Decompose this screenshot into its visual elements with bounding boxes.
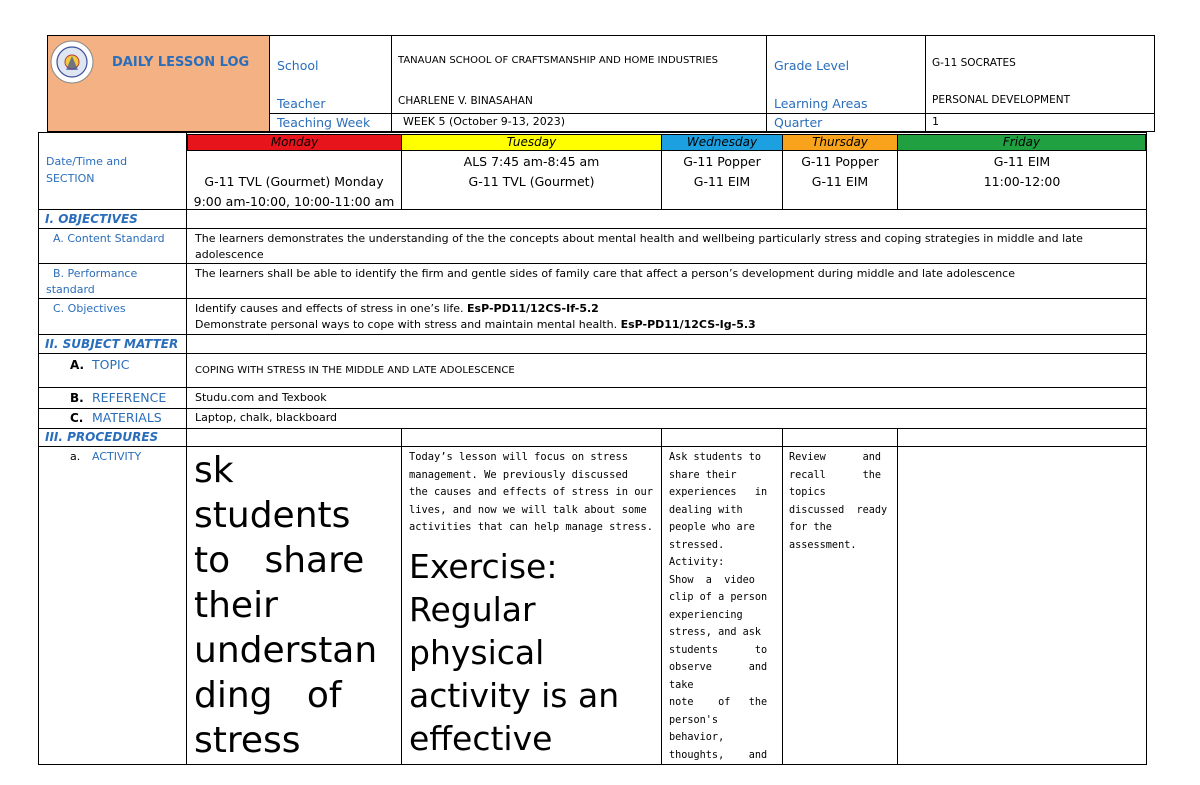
column-divider <box>661 428 662 764</box>
day-label: Tuesday <box>506 135 557 149</box>
thursday-section <box>783 152 897 192</box>
materials-label: MATERIALS <box>92 410 162 425</box>
wednesday-activity-line: thoughts, and <box>669 749 768 761</box>
monday-activity-line: ding of <box>194 675 342 716</box>
teacher-value: CHARLENE V. BINASAHAN <box>398 95 533 107</box>
wednesday-activity-line: take <box>669 679 694 691</box>
row-divider <box>39 263 1146 264</box>
tuesday-time-line: ALS 7:45 am-8:45 am <box>463 154 600 169</box>
section-label: SECTION <box>46 172 95 185</box>
tuesday-activity-line: management. We previously discussed <box>409 468 628 481</box>
topic-letter: A. <box>70 358 85 372</box>
wednesday-activity-line: observe and <box>669 662 768 673</box>
row-divider <box>39 408 1146 409</box>
wednesday-section-line: G-11 EIM <box>693 174 751 189</box>
monday-activity-line: their <box>194 585 278 626</box>
objective-text: Demonstrate personal ways to cope with stress and maintain mental health. <box>195 318 621 331</box>
row-divider <box>39 428 1146 429</box>
wednesday-activity-line: share their <box>669 469 737 481</box>
wednesday-activity-line: people who are <box>669 522 755 533</box>
row-divider <box>39 228 1146 229</box>
grade-level-value: G-11 SOCRATES <box>932 57 1016 69</box>
wednesday-activity-line: Show a video <box>669 574 755 586</box>
teaching-week-label: Teaching Week <box>277 115 371 130</box>
performance-standard-label: B. Performance <box>53 267 138 280</box>
subject-matter-heading: II. SUBJECT MATTER <box>45 337 179 351</box>
wednesday-activity-line: Activity: <box>669 557 725 568</box>
day-label: Friday <box>1002 135 1041 149</box>
thursday-activity-line: topics <box>789 487 826 498</box>
materials-value: Laptop, chalk, blackboard <box>195 411 338 424</box>
tuesday-activity-line: Today’s lesson will focus on stress <box>409 451 628 463</box>
datetime-label: Date/Time and <box>46 155 128 168</box>
tuesday-section-line: G-11 TVL (Gourmet) <box>468 174 595 189</box>
school-value: TANAUAN SCHOOL OF CRAFTSMANSHIP AND HOME INDUSTRIES <box>398 55 719 66</box>
wednesday-section <box>662 152 782 192</box>
header-divider <box>391 36 392 131</box>
column-divider <box>897 428 898 764</box>
header-divider <box>766 36 767 131</box>
tuesday-activity-big-line: Exercise: <box>409 546 558 586</box>
reference-label: REFERENCE <box>92 390 167 405</box>
teacher-label: Teacher <box>277 96 326 111</box>
monday-time-line: 9:00 am-10:00, 10:00-11:00 am <box>193 194 395 209</box>
content-standard-text-cont: adolescence <box>195 248 264 261</box>
performance-standard-label-cont: standard <box>46 283 95 296</box>
monday-section-line: G-11 TVL (Gourmet) Monday <box>204 174 384 189</box>
thursday-section-line: G-11 EIM <box>811 174 869 189</box>
column-divider <box>782 428 783 764</box>
learning-areas-value: PERSONAL DEVELOPMENT <box>932 94 1070 106</box>
topic-value: COPING WITH STRESS IN THE MIDDLE AND LATE ADOLESCENCE <box>195 365 515 376</box>
wednesday-section-line: G-11 Popper <box>683 154 761 169</box>
thursday-activity-line: for the <box>789 522 832 533</box>
tuesday-activity-line: the causes and effects of stress in our <box>409 486 653 498</box>
activity-letter: a. <box>70 450 81 463</box>
performance-standard-text: The learners shall be able to identify the firm and gentle sides of family care that affect a person’s development during middle and late adolescence <box>195 267 1015 280</box>
wednesday-activity-line: Ask students to <box>669 452 762 463</box>
wednesday-activity-line: experiencing <box>669 609 743 621</box>
wednesday-activity-line: experiences in <box>669 487 768 498</box>
quarter-value: 1 <box>932 115 939 128</box>
wednesday-activity-line: behavior, <box>669 732 725 743</box>
grade-level-label: Grade Level <box>774 58 850 73</box>
row-divider <box>39 298 1146 299</box>
header-divider <box>270 113 1155 114</box>
day-header-wednesday <box>661 134 783 151</box>
day-label: Wednesday <box>686 135 758 149</box>
activity-label: ACTIVITY <box>92 450 142 463</box>
wednesday-activity-line: person's <box>669 714 719 726</box>
friday-section <box>898 152 1146 192</box>
topic-label: TOPIC <box>92 357 130 372</box>
thursday-activity-line: recall the <box>789 469 882 481</box>
procedures-heading: III. PROCEDURES <box>45 430 159 444</box>
day-header-friday <box>897 134 1146 151</box>
header-divider <box>269 36 270 131</box>
tuesday-activity-big-line: effective <box>409 718 553 758</box>
thursday-activity-line: assessment. <box>789 539 857 551</box>
monday-section <box>187 172 401 212</box>
materials-letter: C. <box>70 411 84 425</box>
competency-code: EsP-PD11/12CS-If-5.2 <box>467 302 599 315</box>
competency-code: EsP-PD11/12CS-Ig-5.3 <box>620 318 756 331</box>
objectives-label: C. Objectives <box>53 302 126 315</box>
wednesday-activity-line: clip of a person <box>669 592 768 603</box>
tuesday-activity-line: activities that can help manage stress. <box>409 521 653 533</box>
monday-activity-line: sk <box>194 450 234 491</box>
objectives-heading: I. OBJECTIVES <box>45 212 138 226</box>
header-divider <box>925 36 926 131</box>
learning-areas-label: Learning Areas <box>774 96 868 111</box>
reference-letter: B. <box>70 391 84 405</box>
wednesday-activity-line: note of the <box>669 697 768 708</box>
deped-seal-logo <box>50 40 94 84</box>
page-title: DAILY LESSON LOG <box>112 55 250 70</box>
content-standard-label: A. Content Standard <box>53 232 165 245</box>
thursday-activity <box>789 449 893 764</box>
day-header-monday <box>187 134 402 151</box>
day-label: Monday <box>270 135 319 149</box>
reference-value: Studu.com and Texbook <box>195 391 327 404</box>
wednesday-activity-line: dealing with <box>669 504 743 516</box>
wednesday-activity <box>669 449 779 764</box>
teaching-week-value: WEEK 5 (October 9-13, 2023) <box>403 115 566 128</box>
monday-activity-line: understan <box>194 630 378 671</box>
objective-text: Identify causes and effects of stress in one’s life. <box>195 302 468 315</box>
quarter-label: Quarter <box>774 115 823 130</box>
objective-2 <box>195 318 756 331</box>
objective-1 <box>195 302 599 315</box>
thursday-activity-line: discussed ready <box>789 504 888 516</box>
column-divider <box>401 428 402 764</box>
row-divider <box>39 446 1146 447</box>
row-divider <box>39 334 1146 335</box>
tuesday-activity <box>409 449 655 764</box>
monday-activity-line: stress <box>194 720 301 761</box>
wednesday-activity-line: stress, and ask <box>669 627 762 638</box>
content-standard-text: The learners demonstrates the understanding of the the concepts about mental health and wellbeing particularly stress and coping strategies in middle and late <box>195 232 1083 245</box>
thursday-activity-line: Review and <box>789 452 882 463</box>
tuesday-section <box>402 152 661 192</box>
friday-section-line: G-11 EIM <box>993 154 1051 169</box>
thursday-section-line: G-11 Popper <box>801 154 879 169</box>
day-label: Thursday <box>812 135 868 149</box>
day-header-thursday <box>782 134 898 151</box>
school-label: School <box>277 58 319 73</box>
tuesday-activity-big-line: activity is an <box>409 675 620 715</box>
wednesday-activity-line: stressed. <box>669 539 725 551</box>
tuesday-activity-big-line: physical <box>409 632 545 672</box>
wednesday-activity-line: students to <box>669 644 768 656</box>
tuesday-activity-big-line: Regular <box>409 589 536 629</box>
friday-time-line: 11:00-12:00 <box>983 174 1061 189</box>
row-divider <box>39 353 1146 354</box>
monday-activity-line: students <box>194 495 351 536</box>
monday-activity-line: to share <box>194 540 365 581</box>
day-header-tuesday <box>401 134 662 151</box>
tuesday-activity-line: lives, and now we will talk about some <box>409 503 647 516</box>
row-divider <box>39 387 1146 388</box>
monday-activity <box>194 448 394 764</box>
